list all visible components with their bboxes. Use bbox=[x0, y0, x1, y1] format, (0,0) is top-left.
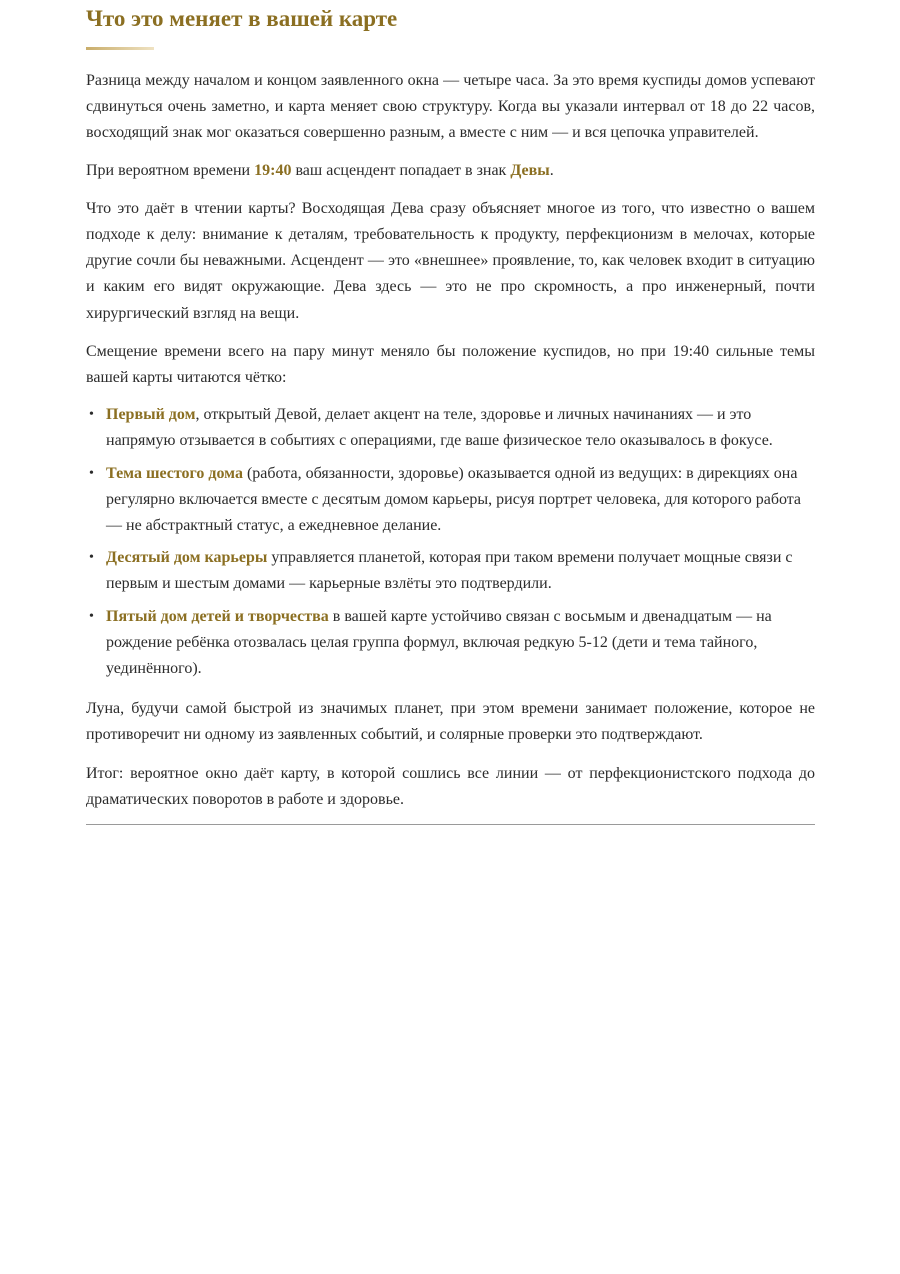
bullet-icon: • bbox=[89, 608, 94, 624]
paragraph-moon: Луна, будучи самой быстрой из значимых планет, при этом времени занимает положение, которое не противоречит ни одному из заявленных событий, и солярные проверки это подтверждают. bbox=[86, 700, 815, 744]
paragraph-summary: Итог: вероятное окно даёт карту, в которой сошлись все линии — от перфекционистского подхода до драматических поворотов в работе и здоровье. bbox=[86, 764, 815, 808]
article bbox=[86, 0, 815, 825]
bullet-icon: • bbox=[89, 407, 94, 423]
bullet-icon: • bbox=[89, 550, 94, 566]
list-item-text: управляется планетой, которая при таком времени получает мощные связи с первым и шестым домами — карьерные взлёты это подтвердили. bbox=[106, 549, 793, 593]
paragraph-ascendant bbox=[86, 158, 815, 184]
list-item bbox=[89, 545, 815, 597]
section-heading: Что это меняет в вашей карте bbox=[86, 6, 398, 31]
heading-underline bbox=[86, 47, 154, 50]
paragraph-ascendant-prefix: При вероятном времени bbox=[86, 161, 255, 179]
list-item-title: Первый дом bbox=[106, 406, 196, 424]
list-item-text: , открытый Девой, делает акцент на теле, здоровье и личных начинаниях — и это напрямую отзывается в событиях с операциями, где ваше физическое тело оказывалось в фокусе. bbox=[106, 406, 773, 450]
houses-list bbox=[86, 402, 815, 682]
paragraph-ascendant-suffix: . bbox=[549, 161, 554, 179]
list-item bbox=[89, 604, 815, 683]
paragraph-window-shift: Разница между началом и концом заявленного окна — четыре часа. За это время куспиды домов успевают сдвинуться очень заметно, и карта меняет свою структуру. Когда вы указали интервал от 18 до 22 часов, восходящий знак мог оказаться совершенно разным, а вместе с ним — и вся цепочка управителей. bbox=[86, 72, 815, 142]
list-item-title: Десятый дом карьеры bbox=[106, 549, 268, 567]
list-item-title: Пятый дом детей и творчества bbox=[106, 607, 329, 625]
bullet-icon: • bbox=[89, 465, 94, 481]
list-item-text: (работа, обязанности, здоровье) оказывается одной из ведущих: в дирекциях она регулярно включается вместе с десятым домом карьеры, рисуя портрет человека, для которого работа — не абстрактный статус, а ежедневное делание. bbox=[106, 464, 802, 535]
highlight-time: 19:40 bbox=[254, 161, 292, 179]
list-item-text: в вашей карте устойчиво связан с восьмым и двенадцатым — на рождение ребёнка отозвалась целая группа формул, включая редкую 5-12 (дети и тема тайного, уединённого). bbox=[106, 607, 772, 678]
highlight-sign: Девы bbox=[510, 161, 550, 179]
paragraph-virgo-reading: Что это даёт в чтении карты? Восходящая Дева сразу объясняет многое из того, что известно о вашем подходе к делу: внимание к деталям, требовательность к продукту, перфекционизм в мелочах, которые другие сочли бы неважными. Асцендент — это «внешнее» проявление, то, как человек входит в ситуацию и каким его видят окружающие. Дева здесь — это не про скромность, а про инженерный, почти хирургический взгляд на вещи. bbox=[86, 199, 815, 322]
list-item bbox=[89, 402, 815, 454]
paragraph-strong-themes: Смещение времени всего на пару минут меняло бы положение куспидов, но при 19:40 сильные темы вашей карты читаются чётко: bbox=[86, 342, 815, 387]
list-item bbox=[89, 461, 815, 540]
list-item-title: Тема шестого дома bbox=[106, 464, 243, 482]
section-divider bbox=[86, 824, 815, 825]
paragraph-ascendant-middle: ваш асцендент попадает в знак bbox=[291, 161, 511, 179]
